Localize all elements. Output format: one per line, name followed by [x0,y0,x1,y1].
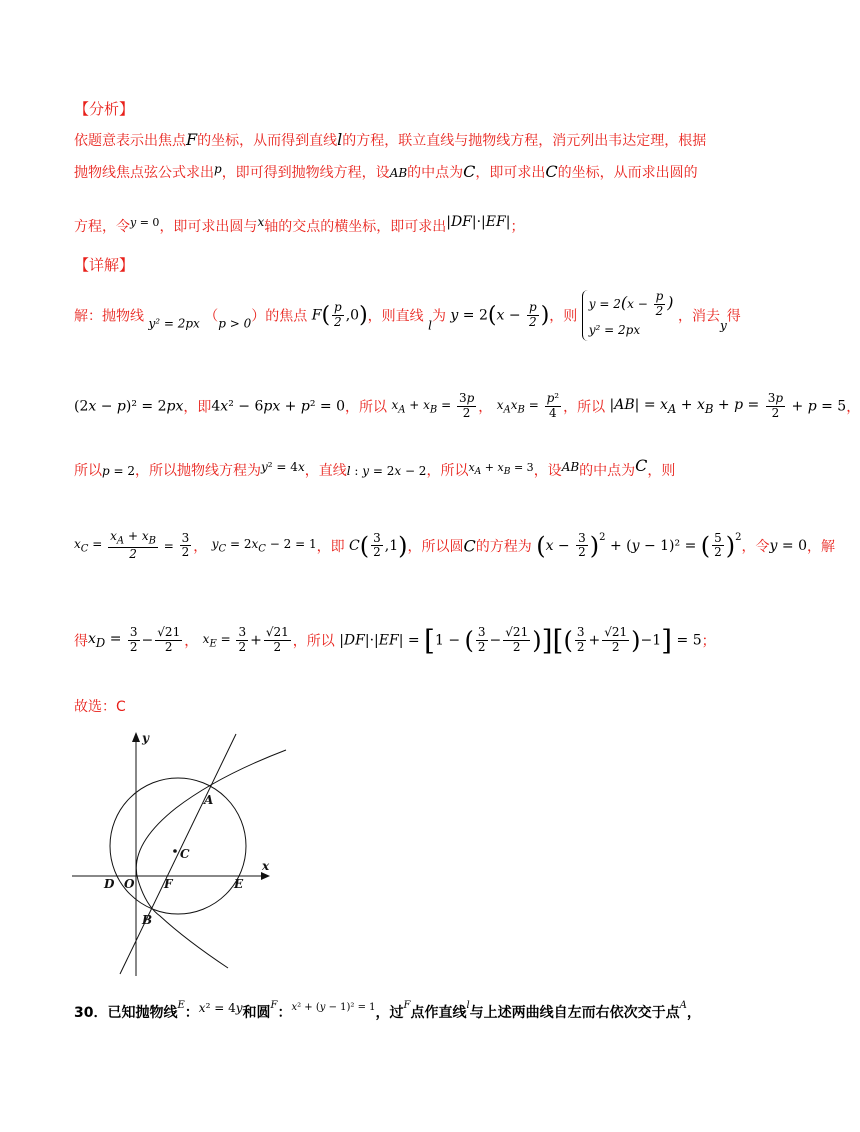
detail-line-4: $x_C$ = $\frac{x_A + x_B}{2}$ = $\frac{3}{2}$ ， $y_C = 2x_C - 2 = 1$，即 C( $\frac{3}{2}$ ,1)，所以圆C的方程为 (x − $\frac{3}{2}$ )$^2$ + (y − 1)² = ( $\frac{5}{2}$ )$^2$，令y = 0，解 [74,529,835,561]
detail-heading: 【详解】 [74,256,135,274]
line-l [120,734,236,974]
answer-line: 故选：C [74,699,126,715]
label-C: C [180,847,190,861]
label-A: A [204,793,214,807]
label-D: D [104,877,115,891]
label-y: y [142,731,149,745]
circle-curve [110,778,246,914]
label-F: F [164,877,173,891]
geometry-figure [68,728,292,980]
question-30: 30．已知抛物线$^E$：x² = 4y和圆$^F$：$^{x^2 + (y - 1)^2 = 1}$，过$^F$点作直线$^l$与上述两曲线自左而右依次交于点$^A$， [74,1000,701,1021]
label-E: E [234,877,244,891]
detail-line-5: 得$x_D$ = $\frac{3}{2}$ − $\frac{√21}{2}$ ， $x_E$ = $\frac{3}{2}$ + $\frac{√21}{2}$ ，所以 |DF|·|EF| = [1 − ( $\frac{3}{2}$ − $\frac{√21}{2}$ )][( $\frac{3}{2}$ + $\frac{√21}{2}$ )−1] = 5； [74,624,716,657]
detail-line-1: 解：抛物线 y² = 2px （p > 0）的焦点 F( $\frac{p}{2}$ ,0)，则直线 l为 y = 2(x − $\frac{p}{2}$ )，则 y = 2(x − $\frac{p}{2}$ ) y² = 2px ，消去y得 [74,290,741,341]
detail-line-3: 所以p = 2，所以抛物线方程为y² = 4x，直线l : y = 2x − 2，所以$^{x_A + x_B = 3}$，设AB的中点为C，则 [74,456,676,479]
analysis-line-2: 抛物线焦点弦公式求出p，即可得到抛物线方程，设AB的中点为C，即可求出C的坐标，从而求出圆的 [74,162,698,181]
label-B: B [142,913,153,927]
label-x: x [262,859,270,873]
detail-line-2: (2x − p)² = 2px，即4x² − 6px + p² = 0，所以 $x_A + x_B$ = $\frac{3p}{2}$ ， $x_Ax_B$ = $\frac{\text{p²}}{4}$ ，所以 $|AB| = x_A + x_B + p$ = $\frac{3p}{2}$ + p = 5， [74,391,860,420]
analysis-heading: 【分析】 [74,100,135,118]
analysis-line-1: 依题意表示出焦点F的坐标，从而得到直线l的方程，联立直线与抛物线方程，消元列出韦达定理，根据 [74,130,707,149]
analysis-line-3: 方程，令$^y$ $^{= 0}$，即可求出圆与x轴的交点的横坐标，即可求出|DF|·|EF|； [74,214,525,235]
label-O: O [124,877,135,891]
center-dot [173,849,177,853]
